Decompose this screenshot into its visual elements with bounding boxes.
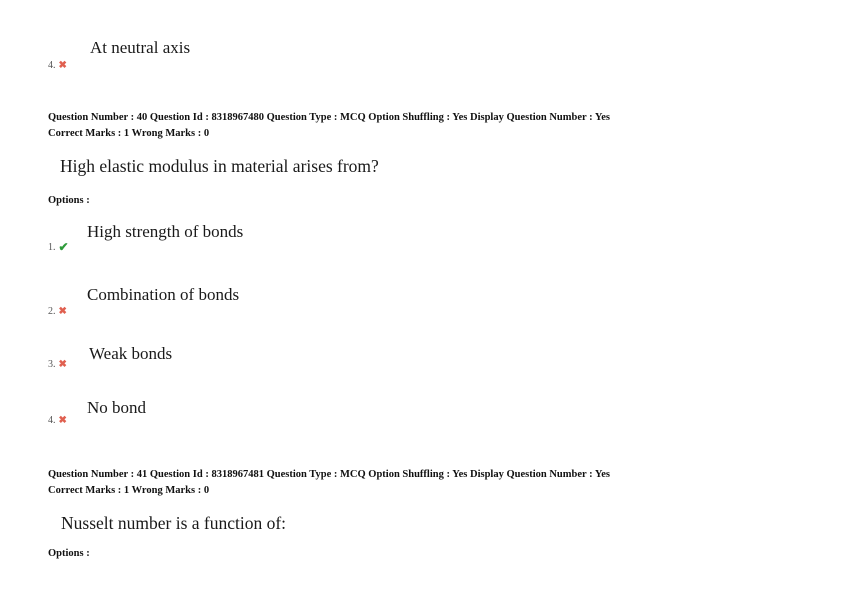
question-41-meta-line1: Question Number : 41 Question Id : 8318967481 Question Type : MCQ Option Shuffling : Yes Display Question Number : Yes <box>48 469 611 480</box>
question-40-marks: Correct Marks : 1 Wrong Marks : 0 <box>48 128 210 139</box>
option-number: 4. <box>48 415 56 426</box>
option-number: 1. <box>48 242 56 253</box>
question-41-options-label: Options : <box>48 548 90 559</box>
question-40-option-4-number <box>48 415 67 426</box>
prev-option-4-number <box>48 60 67 71</box>
question-41-marks: Correct Marks : 1 Wrong Marks : 0 <box>48 485 210 496</box>
question-40-option-2-number <box>48 306 67 317</box>
prev-option-4-text: At neutral axis <box>90 38 191 57</box>
question-40-meta <box>48 110 610 142</box>
question-40-option-3-number <box>48 359 67 370</box>
question-40-text: High elastic modulus in material arises from? <box>60 156 379 176</box>
wrong-mark-icon: ✖ <box>58 306 67 317</box>
wrong-mark-icon: ✖ <box>58 359 67 370</box>
option-number: 4. <box>48 60 56 71</box>
question-40-option-1-text: High strength of bonds <box>87 222 244 241</box>
question-40-meta-line1: Question Number : 40 Question Id : 8318967480 Question Type : MCQ Option Shuffling : Yes Display Question Number : Yes <box>48 112 611 123</box>
option-number: 3. <box>48 359 56 370</box>
question-40-option-2-text: Combination of bonds <box>87 285 240 304</box>
option-number: 2. <box>48 306 56 317</box>
question-40-options-label: Options : <box>48 195 90 206</box>
question-40-option-1-number <box>48 240 69 255</box>
question-41-meta <box>48 467 610 499</box>
question-40-option-4-text: No bond <box>87 398 147 417</box>
wrong-mark-icon: ✖ <box>58 415 67 426</box>
wrong-mark-icon: ✖ <box>58 60 67 71</box>
correct-check-icon: ✔ <box>58 240 69 254</box>
question-40-option-3-text: Weak bonds <box>89 344 173 363</box>
question-41-text: Nusselt number is a function of: <box>61 513 287 533</box>
